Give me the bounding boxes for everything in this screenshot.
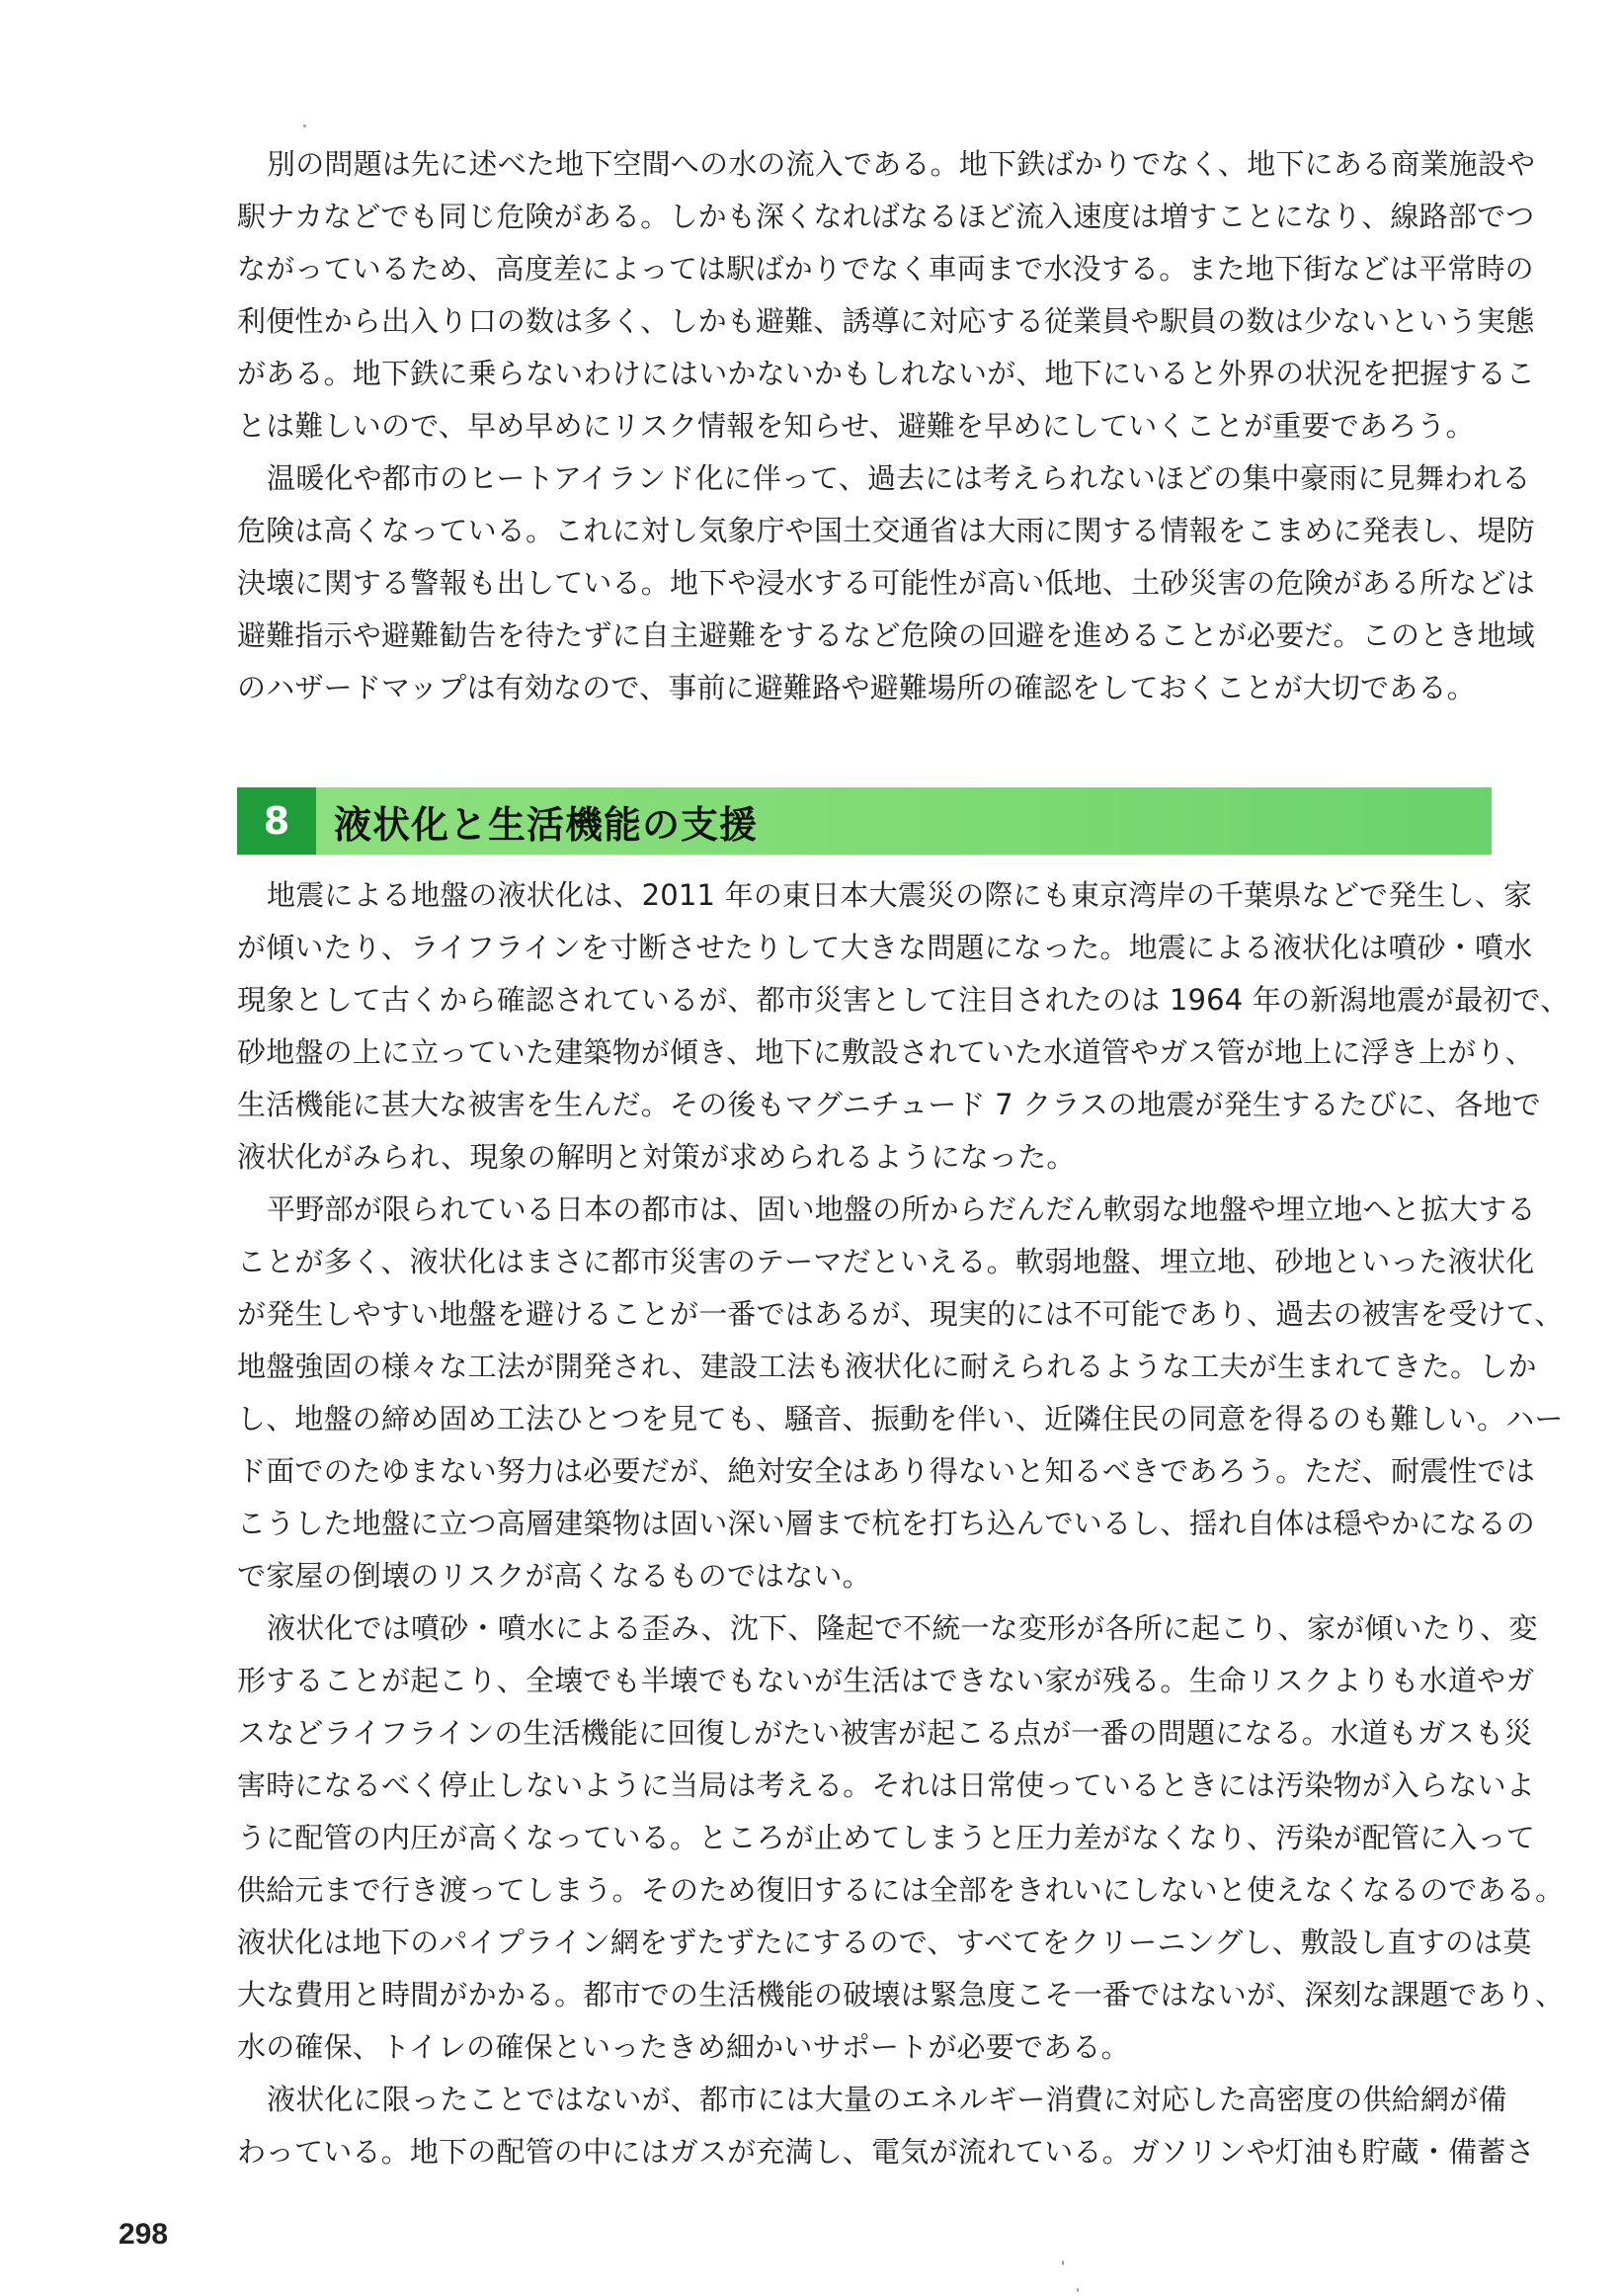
paragraph [237,869,1570,1184]
text-line: 液状化がみられ、現象の解明と対策が求められるようになった。 [237,1140,1076,1174]
paragraph [237,452,1536,714]
section-number: 8 [237,787,316,855]
text-line: 避難指示や避難勧告を待たずに自主避難をするなど危険の回避を進めることが必要だ。このとき地域 [237,618,1536,652]
text-line: 大な費用と時間がかかる。都市での生活機能の破壊は緊急度こそ一番ではないが、深刻な課題であり、 [237,1978,1565,2011]
text-line: のハザードマップは有効なので、事前に避難路や避難場所の確認をしておくことが大切である。 [237,671,1476,704]
body-text-section [237,869,1570,2178]
text-line: 形することが起こり、全壊でも半壊でもないが生活はできない家が残る。生命リスクよりも水道やガ [237,1664,1535,1697]
text-line: 害時になるべく停止しないように当局は考える。それは日常使っているときには汚染物が入らないよ [237,1768,1536,1802]
text-line: わっている。地下の配管の中にはガスが充満し、電気が流れている。ガソリンや灯油も貯蔵・備蓄さ [237,2135,1535,2169]
text-line: 温暖化や都市のヒートアイランド化に伴って、過去には考えられないほどの集中豪雨に見舞われる [267,461,1531,495]
text-line: し、地盤の締め固め工法ひとつを見ても、騒音、振動を伴い、近隣住民の同意を得るのも難しい。ハー [237,1402,1564,1435]
text-line: 平野部が限られている日本の都市は、固い地盤の所からだんだん軟弱な地盤や埋立地へと拡大する [267,1192,1536,1226]
scan-speck [303,124,306,127]
text-line: 危険は高くなっている。これに対し気象庁や国土交通省は大雨に関する情報をこまめに発表し、堤防 [237,514,1536,547]
paragraph [237,138,1536,452]
text-line: うに配管の内圧が高くなっている。ところが止めてしまうと圧力差がなくなり、汚染が配管に入って [237,1821,1536,1854]
paragraph [237,1602,1565,2074]
text-line: がある。地下鉄に乗らないわけにはいかないかもしれないが、地下にいると外界の状況を把握するこ [237,357,1536,390]
scan-speck [1062,2260,1064,2265]
text-line: こうした地盤に立つ高層建築物は固い深い層まで杭を打ち込んでいるし、揺れ自体は穏やかになるの [237,1507,1536,1540]
text-line: 駅ナカなどでも同じ危険がある。しかも深くなればなるほど流入速度は増すことになり、線路部でつ [237,200,1535,233]
text-line: で家屋の倒壊のリスクが高くなるものではない。 [237,1559,871,1593]
text-line: 現象として古くから確認されているが、都市災害として注目されたのは 1964 年の新潟地震が最初で、 [237,983,1570,1017]
body-text-top [237,138,1536,714]
section-title: 液状化と生活機能の支援 [334,802,759,847]
text-line: 生活機能に甚大な被害を生んだ。その後もマグニチュード 7 クラスの地震が発生するたびに、各地で [237,1088,1541,1121]
text-line: ながっているため、高度差によっては駅ばかりでなく車両まで水没する。また地下街などは平常時の [237,252,1534,286]
text-line: 砂地盤の上に立っていた建築物が傾き、地下に敷設されていた水道管やガス管が地上に浮き上がり、 [237,1035,1534,1069]
text-line: 水の確保、トイレの確保といったきめ細かいサポートが必要である。 [237,2030,1130,2064]
section-heading [237,787,1492,855]
text-line: ド面でのたゆまない努力は必要だが、絶対安全はあり得ないと知るべきであろう。ただ、耐震性では [237,1454,1536,1488]
text-line: スなどライフラインの生活機能に回復しがたい被害が起こる点が一番の問題になる。水道もガスも災 [237,1716,1533,1750]
page-number: 298 [119,2218,169,2251]
text-line: 決壊に関する警報も出している。地下や浸水する可能性が高い低地、土砂災害の危険がある所などは [237,566,1536,600]
text-line: 液状化では噴砂・噴水による歪み、沈下、隆起で不統一な変形が各所に起こり、家が傾いたり、変 [267,1611,1538,1645]
text-line: が傾いたり、ライフラインを寸断させたりして大きな問題になった。地震による液状化は噴砂・噴水 [237,931,1533,964]
text-line: 地盤強固の様々な工法が開発され、建設工法も液状化に耐えられるような工夫が生まれてきた。しか [237,1350,1537,1383]
text-line: 利便性から出入り口の数は多く、しかも避難、誘導に対応する従業員や駅員の数は少ないという実態 [237,304,1535,338]
text-line: 地震による地盤の液状化は、2011 年の東日本大震災の際にも東京湾岸の千葉県などで発生し、家 [267,878,1533,912]
text-line: 供給元まで行き渡ってしまう。そのため復旧するには全部をきれいにしないと使えなくなるのである。 [237,1873,1565,1907]
text-line: とは難しいので、早め早めにリスク情報を知らせ、避難を早めにしていくことが重要であろう。 [237,409,1475,443]
text-line: 別の問題は先に述べた地下空間への水の流入である。地下鉄ばかりでなく、地下にある商業施設や [267,147,1536,181]
text-line: が発生しやすい地盤を避けることが一番ではあるが、現実的には不可能であり、過去の被害を受けて、 [237,1297,1564,1331]
paragraph [237,2074,1535,2178]
scan-speck [1077,2288,1079,2292]
text-line: ことが多く、液状化はまさに都市災害のテーマだといえる。軟弱地盤、埋立地、砂地といった液状化 [237,1245,1535,1278]
text-line: 液状化は地下のパイプライン網をずたずたにするので、すべてをクリーニングし、敷設し直すのは莫 [237,1926,1532,1959]
paragraph [237,1184,1564,1602]
text-line: 液状化に限ったことではないが、都市には大量のエネルギー消費に対応した高密度の供給網が備 [267,2083,1507,2116]
